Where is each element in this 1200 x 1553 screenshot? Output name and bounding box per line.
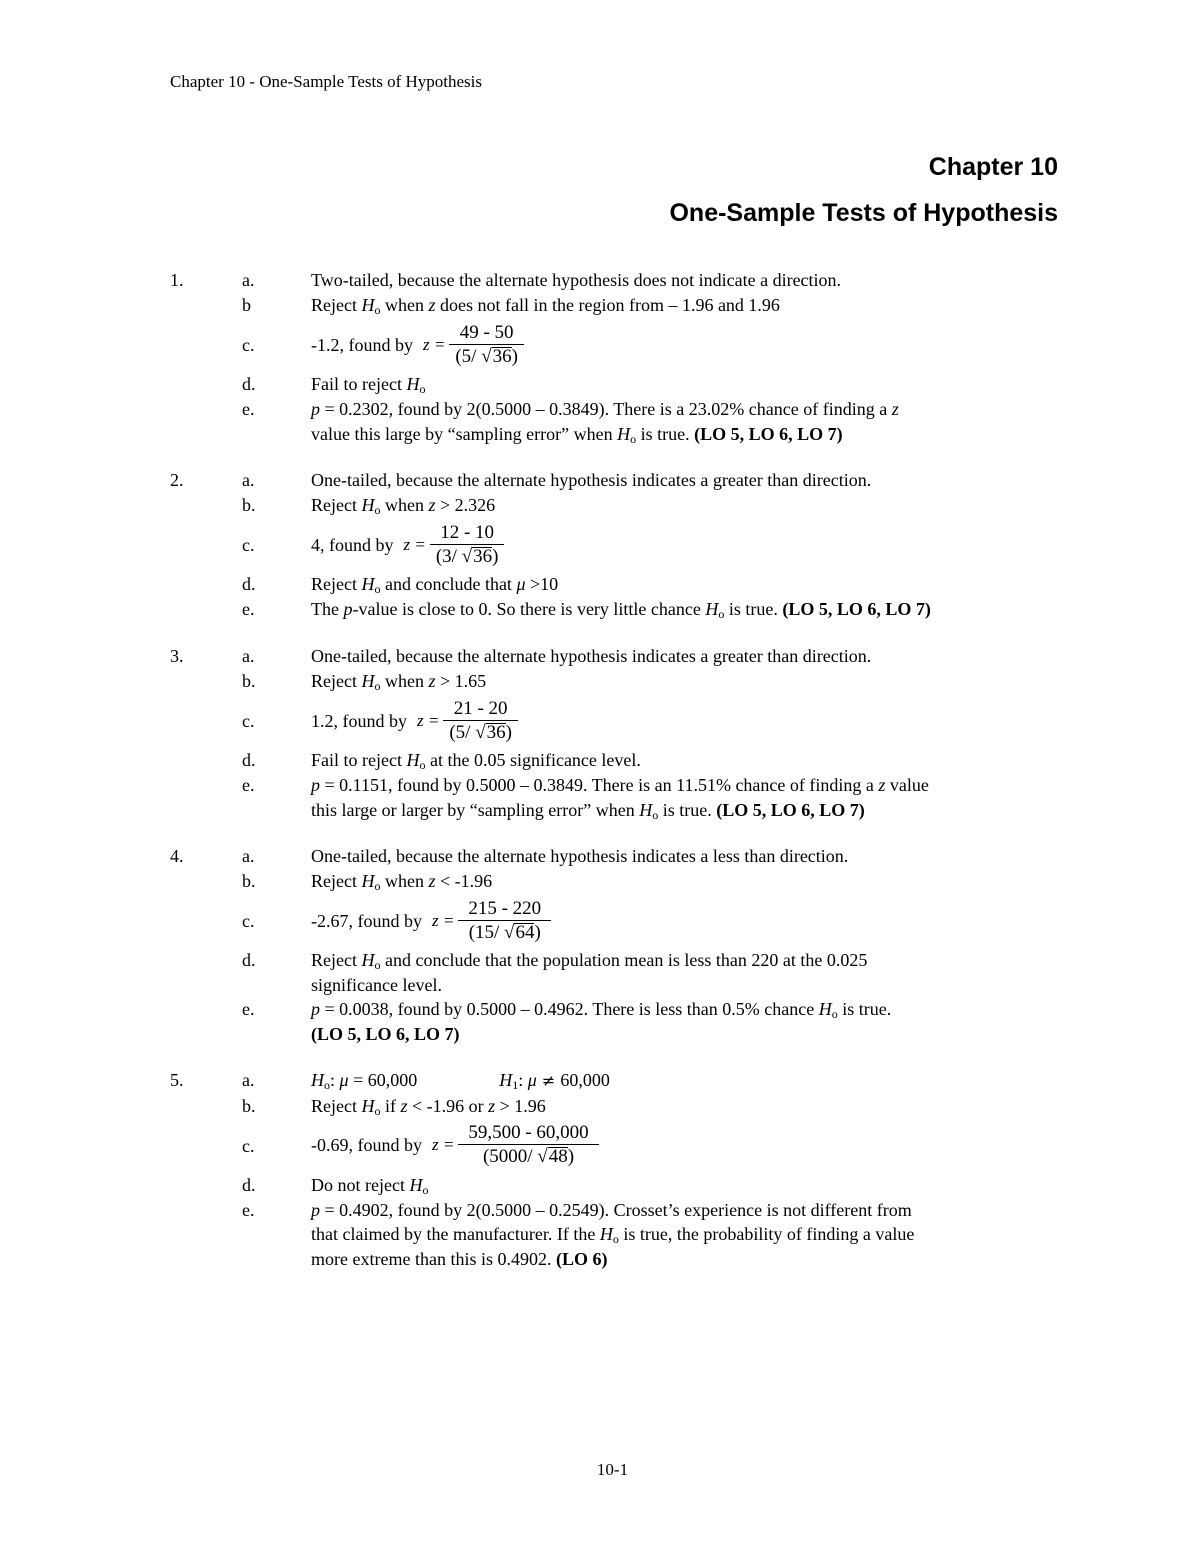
item-text: One-tailed, because the alternate hypothesis indicates a greater than direction. (311, 646, 872, 666)
item-letter: b. (242, 671, 256, 691)
problem-1a (170, 268, 1070, 293)
problem-2e (170, 597, 1070, 622)
problem-1c (170, 318, 1070, 372)
problem-2b (170, 493, 1070, 518)
learning-objective: (LO 6) (555, 1248, 608, 1269)
problem-number: 3. (170, 646, 184, 666)
problem-number: 5. (170, 1070, 184, 1090)
item-text: p = 0.0038, found by 0.5000 – 0.4962. There is less than 0.5% chance $H_o$ is true. (LO 5, LO 6, LO 7) (311, 999, 892, 1044)
item-text: Reject $H_o$ when z > 1.65 (311, 671, 487, 693)
item-letter: d. (242, 750, 256, 770)
page-number: 10-1 (596, 1460, 629, 1479)
item-letter: d. (242, 374, 256, 394)
problem-5 (170, 1068, 1070, 1271)
item-letter: b. (242, 871, 256, 891)
item-text: One-tailed, because the alternate hypothesis indicates a less than direction. (311, 846, 849, 866)
problem-4a (170, 844, 1070, 869)
problem-1 (170, 268, 1070, 446)
z-formula: z = $\frac{12 - 10}{(3/ √36)}$ (404, 522, 505, 569)
item-text: One-tailed, because the alternate hypothesis indicates a greater than direction. (311, 470, 872, 490)
problem-3 (170, 644, 1070, 822)
problem-2a (170, 468, 1070, 493)
z-formula: z = $\frac{49 - 50}{(5/ √36)}$ (423, 322, 524, 369)
problem-number: 2. (170, 470, 184, 490)
problem-1e (170, 397, 1070, 446)
problem-5a (170, 1068, 1070, 1094)
item-text: -2.67, found by z = $\frac{215 - 220}{(15/ √64)}$ (311, 898, 551, 945)
item-letter: d. (242, 950, 256, 970)
learning-objective: (LO 5, LO 6, LO 7) (694, 423, 843, 444)
item-text: Reject $H_o$ and conclude that μ >10 (311, 574, 559, 596)
item-letter: e. (242, 999, 255, 1019)
item-letter: a. (242, 470, 255, 490)
problem-5e (170, 1198, 1070, 1272)
problem-number: 4. (170, 846, 184, 866)
item-text: p = 0.1151, found by 0.5000 – 0.3849. There is an 11.51% chance of finding a z value this large or larger by “sampling error” when $H_o$ is true. (LO 5, LO 6, LO 7) (311, 775, 929, 822)
item-text: Reject $H_o$ when z does not fall in the region from – 1.96 and 1.96 (311, 295, 780, 317)
z-formula: z = $\frac{215 - 220}{(15/ √64)}$ (432, 898, 551, 945)
item-letter: e. (242, 599, 255, 619)
problem-4c (170, 894, 1070, 948)
chapter-subtitle: One-Sample Tests of Hypothesis (669, 199, 1058, 227)
item-text: -1.2, found by z = $\frac{49 - 50}{(5/ √36)}$ (311, 322, 524, 369)
chapter-title: Chapter 10 (928, 153, 1058, 181)
item-text: $H_o$: μ = 60,000 $H_1$: μ ≠ 60,000 (311, 1070, 610, 1092)
item-text: Fail to reject $H_o$ (311, 374, 426, 396)
problem-5c (170, 1119, 1070, 1173)
item-letter: d. (242, 574, 256, 594)
learning-objective: (LO 5, LO 6, LO 7) (716, 799, 865, 820)
problem-2c (170, 518, 1070, 572)
problem-5b (170, 1094, 1070, 1119)
problem-5d (170, 1173, 1070, 1198)
item-text: Reject $H_o$ when z > 2.326 (311, 495, 496, 517)
running-header: Chapter 10 - One-Sample Tests of Hypothesis (170, 72, 483, 91)
item-letter: c. (242, 911, 255, 931)
problem-4d (170, 948, 1070, 997)
item-text: Fail to reject $H_o$ at the 0.05 significance level. (311, 750, 641, 772)
problem-4e (170, 997, 1070, 1046)
item-letter: a. (242, 1070, 255, 1090)
item-text: Reject $H_o$ if z < -1.96 or z > 1.96 (311, 1095, 546, 1118)
learning-objective: (LO 5, LO 6, LO 7) (782, 599, 931, 619)
item-text: p = 0.2302, found by 2(0.5000 – 0.3849). There is a 23.02% chance of finding a z value this large by “sampling error” when $H_o$ is true. (LO 5, LO 6, LO 7) (311, 399, 899, 446)
item-letter: a. (242, 646, 255, 666)
item-letter: c. (242, 1135, 255, 1156)
item-text: p = 0.4902, found by 2(0.5000 – 0.2549). Crosset’s experience is not different from that claimed by the manufacturer. If the $H_o$ is true, the probability of finding a value more extreme than this is 0.4902. (LO 6) (311, 1199, 915, 1269)
problem-2d (170, 572, 1070, 597)
learning-objective: (LO 5, LO 6, LO 7) (311, 1023, 460, 1044)
item-letter: e. (242, 399, 255, 419)
problem-1b (170, 293, 1070, 318)
item-text: Reject $H_o$ and conclude that the population mean is less than 220 at the 0.025 significance level. (311, 950, 868, 995)
problem-1d (170, 372, 1070, 397)
problem-3e (170, 773, 1070, 822)
z-formula: z = $\frac{59,500 - 60,000}{(5000/ √48)}$ (432, 1122, 599, 1169)
problem-4b (170, 869, 1070, 894)
item-text: Reject $H_o$ when z < -1.96 (311, 871, 493, 893)
item-text: -0.69, found by z = $\frac{59,500 - 60,000}{(5000/ √48)}$ (311, 1122, 599, 1169)
item-letter: e. (242, 775, 255, 795)
item-text: 4, found by z = $\frac{12 - 10}{(3/ √36)}$ (311, 522, 504, 569)
item-letter: b. (242, 1095, 256, 1116)
item-letter: c. (242, 335, 255, 355)
item-text: Two-tailed, because the alternate hypothesis does not indicate a direction. (311, 270, 842, 290)
item-text: The p-value is close to 0. So there is very little chance $H_o$ is true. (LO 5, LO 6, LO 7) (311, 599, 931, 621)
item-text: 1.2, found by z = $\frac{21 - 20}{(5/ √36)}$ (311, 698, 518, 745)
problem-3a (170, 644, 1070, 669)
problem-3b (170, 669, 1070, 694)
problem-4 (170, 844, 1070, 1046)
item-letter: c. (242, 711, 255, 731)
item-letter: d. (242, 1174, 256, 1195)
item-letter: a. (242, 846, 255, 866)
problem-3d (170, 748, 1070, 773)
item-letter: b (242, 295, 251, 315)
problem-2 (170, 468, 1070, 622)
item-letter: a. (242, 270, 255, 290)
z-formula: z = $\frac{21 - 20}{(5/ √36)}$ (417, 698, 518, 745)
item-text: Do not reject $H_o$ (311, 1174, 429, 1197)
item-letter: b. (242, 495, 256, 515)
item-letter: c. (242, 535, 255, 555)
problem-list (170, 268, 1070, 1293)
problem-number: 1. (170, 270, 184, 290)
problem-3c (170, 694, 1070, 748)
item-letter: e. (242, 1199, 255, 1220)
